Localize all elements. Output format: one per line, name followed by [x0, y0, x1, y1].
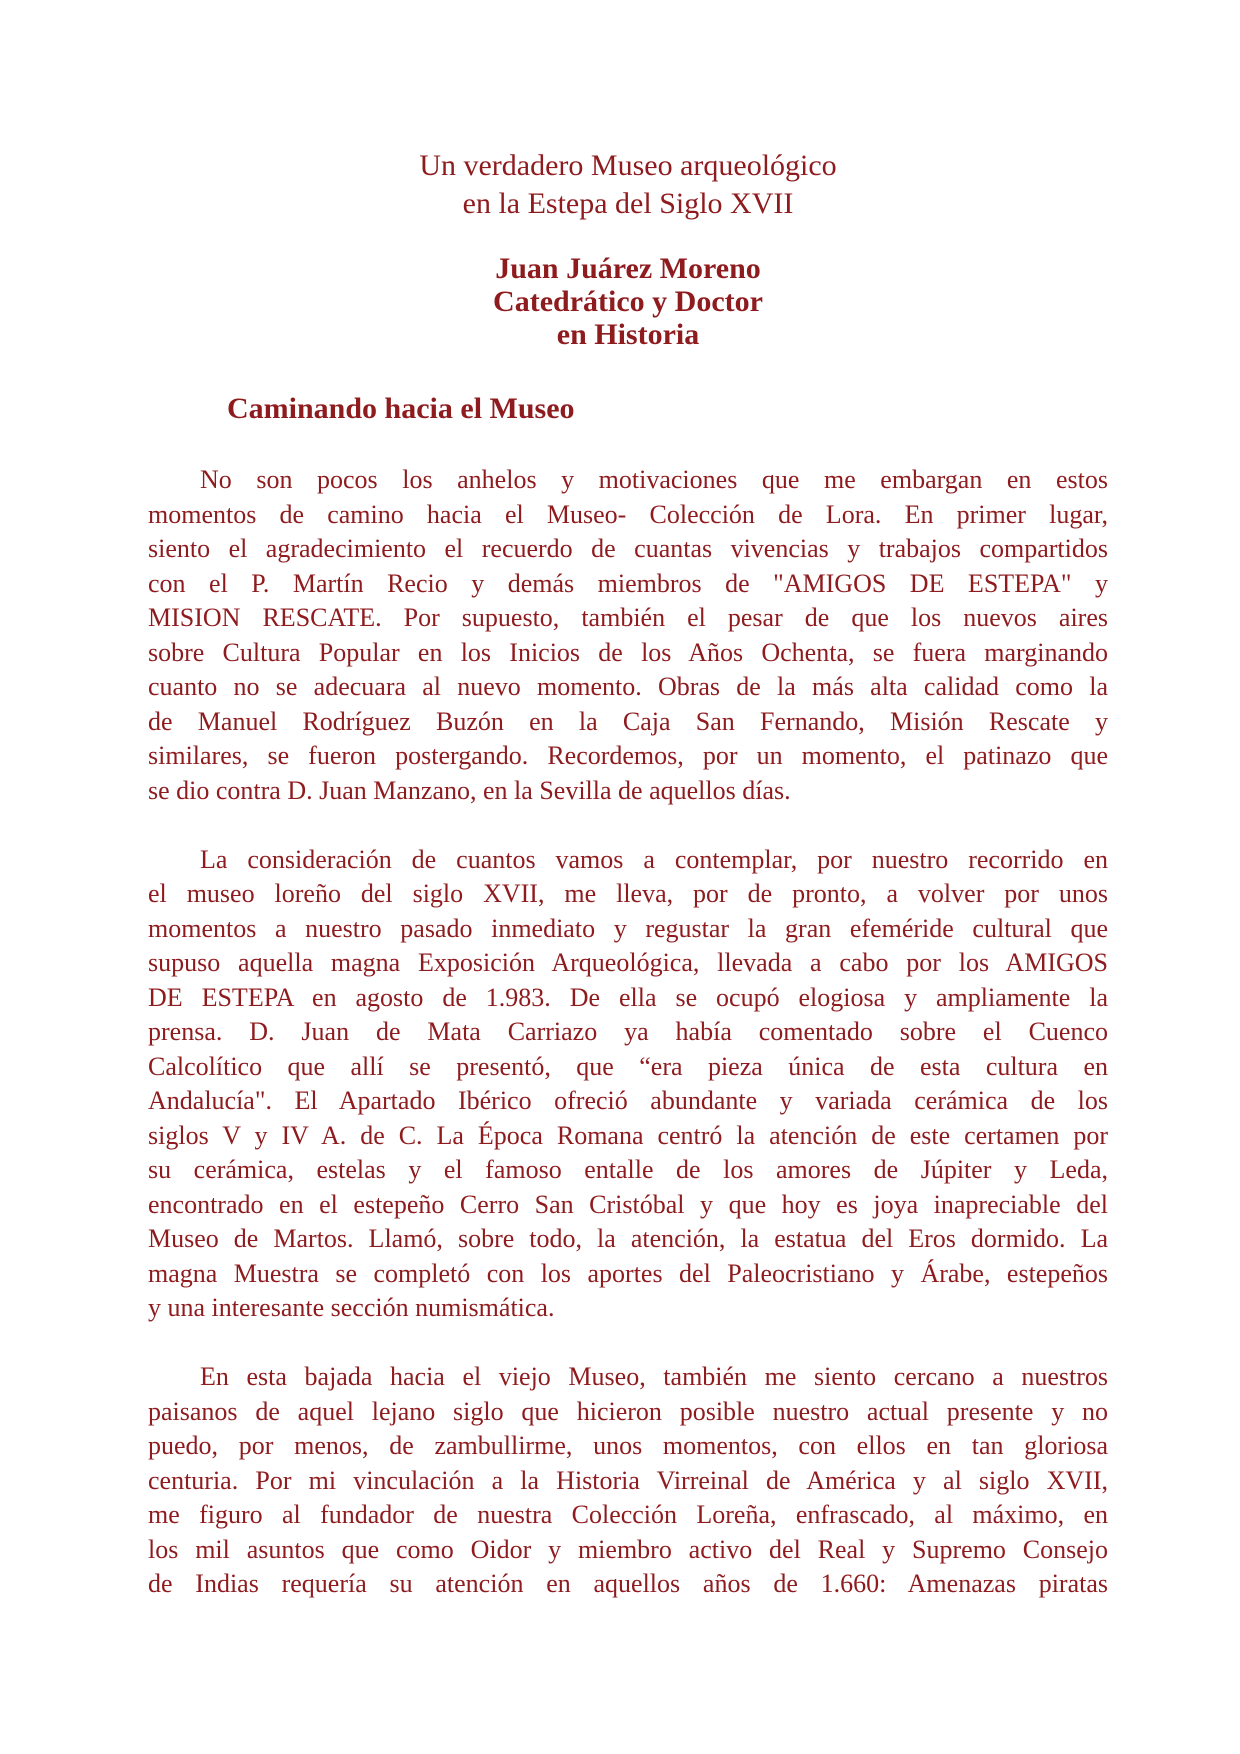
text-line: supuso aquella magna Exposición Arqueológica, llevada a cabo por los AMIGOS	[148, 948, 1108, 977]
text-line: de Manuel Rodríguez Buzón en la Caja San Fernando, Misión Rescate y	[148, 706, 1108, 736]
text-line: Andalucía". El Apartado Ibérico ofreció abundante y variada cerámica de los	[148, 1086, 1108, 1115]
text-line: En esta bajada hacia el viejo Museo, también me siento cercano a nuestros	[200, 1362, 1108, 1391]
text-line: los mil asuntos que como Oidor y miembro activo del Real y Supremo Consejo	[148, 1534, 1108, 1564]
text-line: siglos V y IV A. de C. La Época Romana centró la atención de este certamen por	[148, 1120, 1108, 1150]
document-body	[148, 463, 1108, 1602]
section-heading: Caminando hacia el Museo	[227, 392, 575, 425]
paragraph	[148, 843, 1108, 1326]
text-line: magna Muestra se completó con los aportes del Paleocristiano y Árabe, estepeños	[148, 1258, 1108, 1288]
text-line: momentos de camino hacia el Museo- Colección de Lora. En primer lugar,	[148, 499, 1108, 529]
paragraph	[148, 1360, 1108, 1602]
text-line: cuanto no se adecuara al nuevo momento. Obras de la más alta calidad como la	[148, 672, 1108, 701]
text-line: MISION RESCATE. Por supuesto, también el pesar de que los nuevos aires	[148, 603, 1108, 632]
text-line: me figuro al fundador de nuestra Colección Loreña, enfrascado, al máximo, en	[148, 1500, 1108, 1529]
title-line-2: en la Estepa del Siglo XVII	[462, 187, 794, 220]
paragraph	[148, 463, 1108, 808]
title-line-1: Un verdadero Museo arqueológico	[419, 149, 837, 182]
text-line: el museo loreño del siglo XVII, me lleva, por de pronto, a volver por unos	[148, 879, 1108, 908]
author-block	[148, 252, 1108, 351]
text-line: Calcolítico que allí se presentó, que “era pieza única de esta cultura en	[148, 1051, 1108, 1081]
text-line: similares, se fueron postergando. Recordemos, por un momento, el patinazo que	[148, 741, 1108, 770]
text-line: centuria. Por mi vinculación a la Historia Virreinal de América y al siglo XVII,	[148, 1465, 1108, 1495]
text-line: La consideración de cuantos vamos a contemplar, por nuestro recorrido en	[200, 844, 1108, 874]
text-line: paisanos de aquel lejano siglo que hicieron posible nuestro actual presente y no	[148, 1396, 1108, 1426]
text-line: Museo de Martos. Llamó, sobre todo, la atención, la estatua del Eros dormido. La	[148, 1224, 1108, 1253]
author-credential-2: en Historia	[556, 318, 700, 351]
text-line: encontrado en el estepeño Cerro San Cristóbal y que hoy es joya inapreciable del	[148, 1189, 1108, 1219]
text-line: se dio contra D. Juan Manzano, en la Sevilla de aquellos días.	[148, 775, 791, 805]
text-line: con el P. Martín Recio y demás miembros de "AMIGOS DE ESTEPA" y	[148, 568, 1108, 598]
text-line: siento el agradecimiento el recuerdo de cuantas vivencias y trabajos compartidos	[148, 534, 1108, 563]
text-line: y una interesante sección numismática.	[148, 1293, 555, 1322]
text-line: puedo, por menos, de zambullirme, unos momentos, con ellos en tan gloriosa	[148, 1431, 1108, 1460]
text-line: su cerámica, estelas y el famoso entalle de los amores de Júpiter y Leda,	[148, 1155, 1108, 1184]
author-credential-1: Catedrático y Doctor	[493, 285, 763, 318]
text-line: prensa. D. Juan de Mata Carriazo ya había comentado sobre el Cuenco	[148, 1017, 1108, 1046]
text-line: momentos a nuestro pasado inmediato y regustar la gran efeméride cultural que	[148, 913, 1108, 943]
text-line: de Indias requería su atención en aquellos años de 1.660: Amenazas piratas	[148, 1569, 1108, 1598]
text-line: sobre Cultura Popular en los Inicios de los Años Ochenta, se fuera marginando	[148, 637, 1108, 667]
document-title	[148, 147, 1108, 223]
text-line: DE ESTEPA en agosto de 1.983. De ella se ocupó elogiosa y ampliamente la	[148, 982, 1108, 1012]
author-name: Juan Juárez Moreno	[495, 252, 761, 285]
text-line: No son pocos los anhelos y motivaciones que me embargan en estos	[200, 465, 1108, 494]
